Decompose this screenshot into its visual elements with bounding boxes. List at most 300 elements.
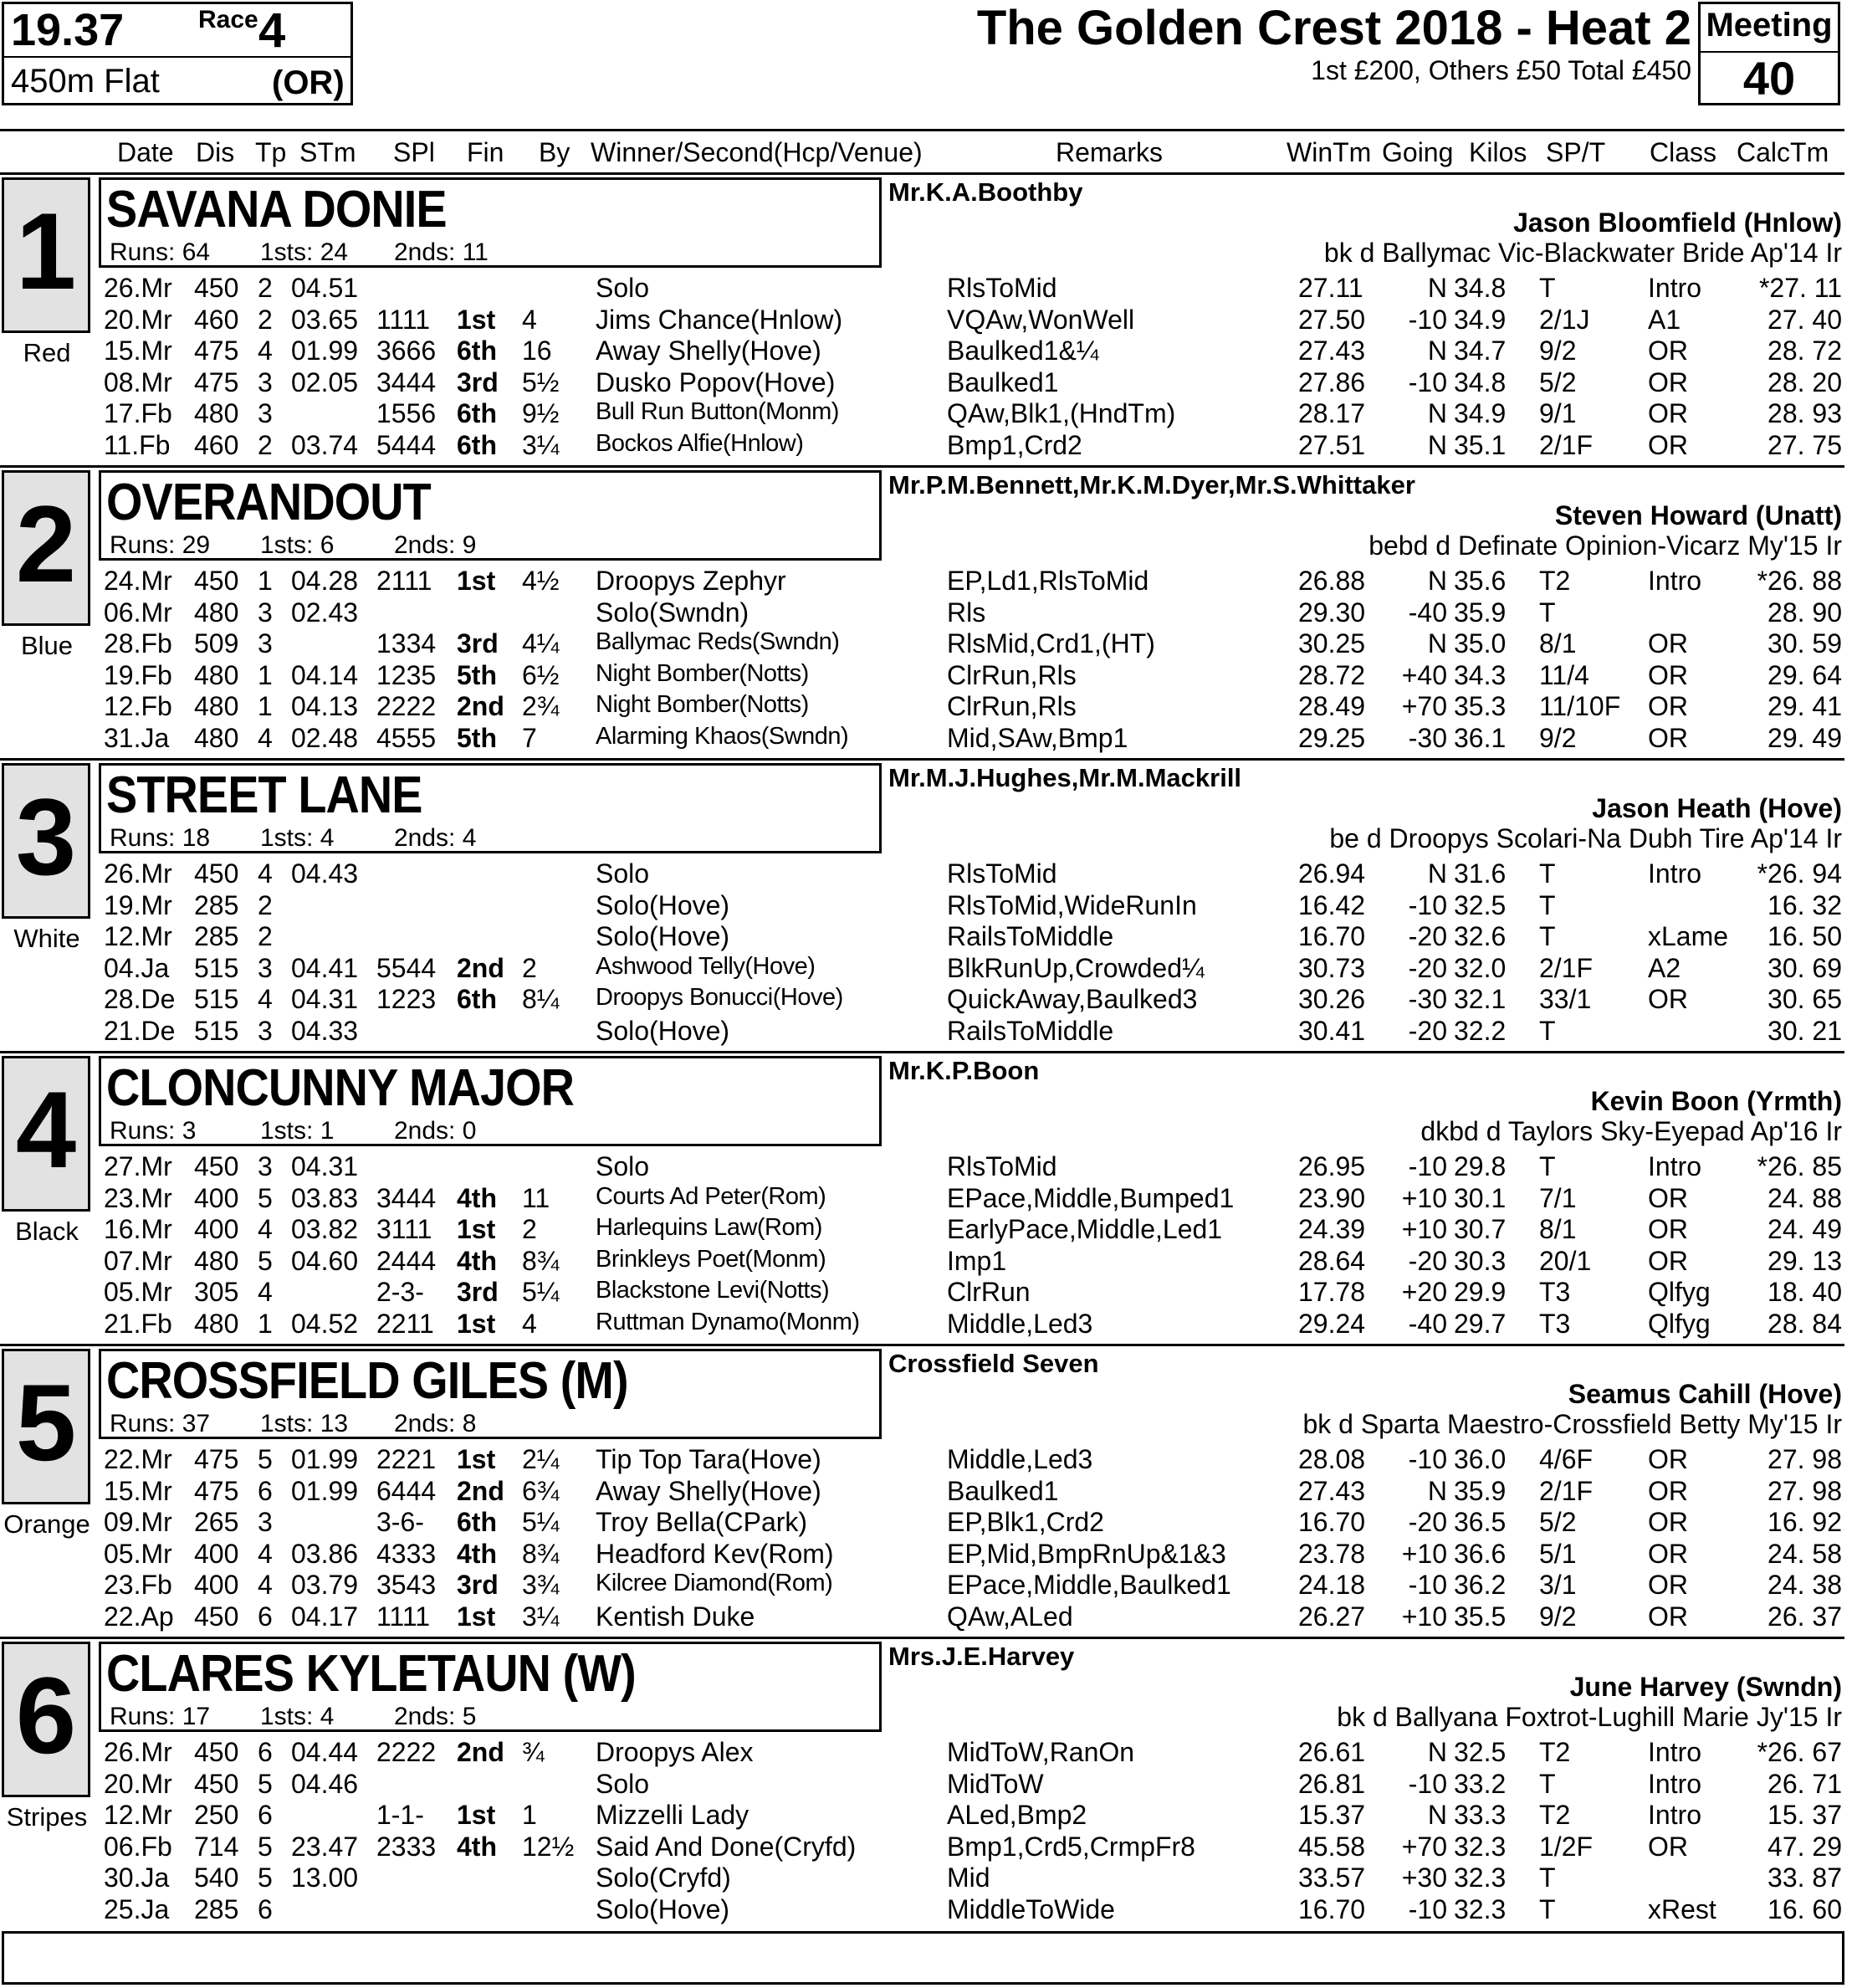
run-calc-time: 16. 60 (1767, 1893, 1842, 1924)
run-remarks: RlsToMid (947, 273, 1057, 303)
runner-block (0, 1638, 1844, 1931)
run-date: 28.Fb (104, 628, 172, 658)
runner-runs: Runs: 29 (110, 531, 211, 559)
form-row (0, 1277, 1844, 1308)
form-row (0, 1862, 1844, 1893)
run-winner-second: Kilcree Diamond(Rom) (596, 1570, 833, 1596)
run-winner-second: Tip Top Tara(Hove) (596, 1444, 821, 1474)
runner-trainer: Steven Howard (Unatt) (1554, 500, 1842, 530)
run-calc-time: *26. 88 (1757, 566, 1842, 596)
run-winning-time: 23.90 (1298, 1182, 1366, 1213)
run-distance: 480 (194, 722, 239, 753)
run-trap: 6 (258, 1737, 273, 1767)
run-weight: 36.6 (1454, 1538, 1507, 1569)
run-starting-price: T3 (1539, 1308, 1571, 1339)
col-stm: STm (299, 137, 356, 167)
run-winner-second: Bockos Alfie(Hnlow) (596, 429, 804, 457)
run-going: N (1427, 398, 1447, 428)
run-sectional-time: 04.41 (291, 952, 359, 983)
runner-name: SAVANA DONIE (106, 181, 447, 238)
run-split-positions: 2222 (376, 691, 437, 721)
run-trap: 5 (258, 1862, 273, 1893)
run-distance: 400 (194, 1538, 239, 1569)
run-going: N (1427, 858, 1447, 889)
run-distance-beaten: 4 (522, 304, 537, 335)
run-date: 06.Mr (104, 597, 172, 628)
runner-owner: Crossfield Seven (888, 1349, 1099, 1378)
run-winning-time: 23.78 (1298, 1538, 1366, 1569)
form-row (0, 1769, 1844, 1800)
run-calc-time: 30. 65 (1767, 984, 1842, 1014)
run-going: N (1427, 628, 1447, 658)
run-class: OR (1648, 1182, 1688, 1213)
run-split-positions: 1235 (376, 659, 437, 690)
run-weight: 34.9 (1454, 398, 1507, 428)
run-trap: 3 (258, 628, 273, 658)
run-distance: 475 (194, 1475, 239, 1506)
runner-name-box (99, 1642, 882, 1732)
run-distance: 400 (194, 1182, 239, 1213)
run-starting-price: 8/1 (1539, 1214, 1577, 1244)
col-kilos: Kilos (1469, 137, 1527, 167)
run-going: N (1427, 273, 1447, 303)
run-going: N (1427, 1475, 1447, 1506)
run-remarks: Baulked1 (947, 366, 1059, 397)
run-calc-time: 33. 87 (1767, 1862, 1842, 1893)
run-starting-price: 7/1 (1539, 1182, 1577, 1213)
trap-colour: Stripes (6, 1802, 88, 1832)
run-date: 27.Mr (104, 1151, 172, 1181)
run-calc-time: 24. 49 (1767, 1214, 1842, 1244)
run-distance-beaten: ¾ (522, 1737, 545, 1767)
run-trap: 2 (258, 304, 273, 335)
run-distance-beaten: 16 (522, 336, 552, 366)
run-distance-beaten: 3¾ (522, 1570, 560, 1600)
run-distance: 515 (194, 952, 239, 983)
col-tp: Tp (255, 137, 287, 167)
run-finish: 1st (457, 1800, 496, 1830)
run-going: +30 (1401, 1862, 1447, 1893)
run-trap: 3 (258, 597, 273, 628)
run-split-positions: 2221 (376, 1444, 437, 1474)
run-winning-time: 28.49 (1298, 691, 1366, 721)
run-distance: 480 (194, 1308, 239, 1339)
run-calc-time: 28. 93 (1767, 398, 1842, 428)
run-calc-time: 16. 50 (1767, 921, 1842, 951)
race-distance: 450m Flat (11, 63, 160, 100)
run-trap: 3 (258, 1015, 273, 1046)
run-date: 23.Mr (104, 1182, 172, 1213)
run-winning-time: 26.95 (1298, 1151, 1366, 1181)
run-distance: 450 (194, 273, 239, 303)
runner-owner: Mr.P.M.Bennett,Mr.K.M.Dyer,Mr.S.Whittaker (888, 470, 1415, 500)
run-going: +70 (1401, 1831, 1447, 1862)
form-row (0, 336, 1844, 366)
col-dis: Dis (196, 137, 235, 167)
trap-number: 2 (15, 483, 77, 605)
run-winning-time: 28.17 (1298, 398, 1366, 428)
run-starting-price: T (1539, 1015, 1556, 1046)
run-weight: 32.3 (1454, 1862, 1507, 1893)
run-finish: 4th (457, 1538, 497, 1569)
run-trap: 6 (258, 1475, 273, 1506)
run-starting-price: 5/2 (1539, 1507, 1577, 1537)
run-class: OR (1648, 366, 1688, 397)
run-starting-price: T3 (1539, 1277, 1571, 1307)
run-winner-second: Away Shelly(Hove) (596, 1475, 821, 1506)
run-split-positions: 3111 (376, 1214, 432, 1244)
run-winning-time: 26.61 (1298, 1737, 1366, 1767)
runner-seconds: 2nds: 8 (394, 1410, 477, 1437)
run-calc-time: *26. 94 (1757, 858, 1842, 889)
run-sectional-time: 04.46 (291, 1768, 359, 1799)
run-date: 19.Fb (104, 659, 172, 690)
runner-name-box (99, 1056, 882, 1146)
run-remarks: QAw,Blk1,(HndTm) (947, 398, 1176, 428)
run-distance: 400 (194, 1214, 239, 1244)
run-distance: 305 (194, 1277, 239, 1307)
run-trap: 5 (258, 1768, 273, 1799)
form-row (0, 1183, 1844, 1214)
run-sectional-time: 04.51 (291, 273, 359, 303)
run-winner-second: Alarming Khaos(Swndn) (596, 722, 849, 750)
meeting-number: 40 (1742, 52, 1796, 105)
run-split-positions: 3666 (376, 336, 437, 366)
run-remarks: RlsMid,Crd1,(HT) (947, 628, 1155, 658)
run-sectional-time: 01.99 (291, 1444, 359, 1474)
run-split-positions: 1556 (376, 398, 437, 428)
runner-breeding: bk d Ballymac Vic-Blackwater Bride Ap'14 Ir (1323, 238, 1842, 268)
run-trap: 2 (258, 921, 273, 951)
run-distance: 285 (194, 921, 239, 951)
runner-stats (110, 1703, 476, 1731)
run-finish: 3rd (457, 1570, 499, 1600)
run-remarks: RlsToMid (947, 858, 1057, 889)
run-calc-time: 24. 88 (1767, 1182, 1842, 1213)
run-going: -20 (1408, 1507, 1447, 1537)
runner-owner: Mrs.J.E.Harvey (888, 1642, 1075, 1671)
run-finish: 6th (457, 1507, 497, 1537)
run-distance: 509 (194, 628, 239, 658)
run-weight: 34.8 (1454, 273, 1507, 303)
run-winner-second: Away Shelly(Hove) (596, 336, 821, 366)
run-weight: 34.9 (1454, 304, 1507, 335)
run-split-positions: 2444 (376, 1245, 437, 1276)
run-distance-beaten: 6½ (522, 659, 560, 690)
run-calc-time: *27. 11 (1758, 273, 1842, 303)
runner-stats (110, 238, 489, 267)
race-prize: 1st £200, Others £50 Total £450 (1311, 55, 1691, 85)
run-date: 25.Ja (104, 1893, 170, 1924)
run-going: -10 (1408, 1151, 1447, 1181)
footer-box (2, 1931, 1844, 1985)
run-winning-time: 30.41 (1298, 1015, 1366, 1046)
run-weight: 32.5 (1454, 889, 1507, 920)
run-date: 05.Mr (104, 1277, 172, 1307)
run-weight: 35.1 (1454, 429, 1507, 460)
run-winning-time: 16.70 (1298, 1507, 1366, 1537)
run-finish: 3rd (457, 366, 499, 397)
run-calc-time: 30. 21 (1767, 1015, 1842, 1046)
run-starting-price: T (1539, 1862, 1556, 1893)
run-calc-time: 28. 84 (1767, 1308, 1842, 1339)
run-class: OR (1648, 1475, 1688, 1506)
run-going: -20 (1408, 952, 1447, 983)
run-going: -20 (1408, 921, 1447, 951)
run-date: 24.Mr (104, 566, 172, 596)
runner-name: CROSSFIELD GILES (M) (106, 1352, 628, 1410)
run-trap: 5 (258, 1831, 273, 1862)
run-sectional-time: 04.31 (291, 984, 359, 1014)
run-date: 04.Ja (104, 952, 170, 983)
run-trap: 4 (258, 984, 273, 1014)
run-date: 05.Mr (104, 1538, 172, 1569)
run-calc-time: 16. 32 (1767, 889, 1842, 920)
runner-name-box (99, 177, 882, 268)
form-row (0, 1570, 1844, 1601)
run-winner-second: Headford Kev(Rom) (596, 1538, 834, 1569)
form-row (0, 628, 1844, 659)
run-winner-second: Solo (596, 1768, 650, 1799)
run-trap: 6 (258, 1601, 273, 1632)
run-weight: 32.3 (1454, 1831, 1507, 1862)
race-time: 19.37 (11, 5, 125, 55)
run-remarks: Bmp1,Crd5,CrmpFr8 (947, 1831, 1195, 1862)
run-class: OR (1648, 1507, 1688, 1537)
run-weight: 34.3 (1454, 659, 1507, 690)
run-sectional-time: 03.83 (291, 1182, 359, 1213)
run-going: -10 (1408, 366, 1447, 397)
run-finish: 2nd (457, 1737, 504, 1767)
run-class: Intro (1648, 1768, 1702, 1799)
run-winner-second: Droopys Bonucci(Hove) (596, 984, 843, 1011)
run-winning-time: 26.88 (1298, 566, 1366, 596)
run-distance: 480 (194, 1245, 239, 1276)
run-split-positions: 6444 (376, 1475, 437, 1506)
run-starting-price: 33/1 (1539, 984, 1592, 1014)
run-going: -30 (1408, 984, 1447, 1014)
run-winning-time: 30.73 (1298, 952, 1366, 983)
run-weight: 32.3 (1454, 1893, 1507, 1924)
trap-colour: Red (23, 338, 71, 367)
run-sectional-time: 04.13 (291, 691, 359, 721)
run-going: -10 (1408, 1444, 1447, 1474)
form-row (0, 1309, 1844, 1340)
runner-trainer: Seamus Cahill (Hove) (1568, 1379, 1842, 1409)
run-going: -10 (1408, 304, 1447, 335)
run-remarks: MidToW (947, 1768, 1044, 1799)
run-winning-time: 26.81 (1298, 1768, 1366, 1799)
run-calc-time: 27. 98 (1767, 1444, 1842, 1474)
form-row (0, 1539, 1844, 1570)
form-row (0, 430, 1844, 461)
form-row (0, 953, 1844, 984)
trap-colour: Blue (20, 631, 74, 660)
run-winning-time: 45.58 (1298, 1831, 1366, 1862)
run-weight: 34.8 (1454, 366, 1507, 397)
run-weight: 33.3 (1454, 1800, 1507, 1830)
run-winning-time: 28.72 (1298, 659, 1366, 690)
run-split-positions: 1111 (376, 304, 431, 335)
run-class: OR (1648, 1601, 1688, 1632)
run-sectional-time: 02.05 (291, 366, 359, 397)
runner-runs: Runs: 18 (110, 824, 211, 852)
run-distance-beaten: 4 (522, 1308, 537, 1339)
run-trap: 2 (258, 429, 273, 460)
run-trap: 5 (258, 1245, 273, 1276)
run-trap: 4 (258, 1570, 273, 1600)
run-trap: 6 (258, 1800, 273, 1830)
run-date: 19.Mr (104, 889, 172, 920)
run-winner-second: Droopys Zephyr (596, 566, 786, 596)
run-class: OR (1648, 1245, 1688, 1276)
run-finish: 4th (457, 1182, 497, 1213)
run-distance: 450 (194, 1601, 239, 1632)
run-date: 12.Mr (104, 1800, 172, 1830)
run-weight: 35.3 (1454, 691, 1507, 721)
run-sectional-time: 03.74 (291, 429, 359, 460)
run-weight: 35.9 (1454, 597, 1507, 628)
run-winner-second: Night Bomber(Notts) (596, 659, 809, 687)
run-date: 12.Fb (104, 691, 172, 721)
run-remarks: ClrRun (947, 1277, 1031, 1307)
run-winning-time: 17.78 (1298, 1277, 1366, 1307)
run-distance: 460 (194, 429, 239, 460)
run-starting-price: T (1539, 1768, 1556, 1799)
runner-block (0, 1345, 1844, 1638)
run-distance-beaten: 5¼ (522, 1277, 560, 1307)
run-class: Intro (1648, 1151, 1702, 1181)
run-split-positions: 5544 (376, 952, 437, 983)
run-finish: 3rd (457, 628, 499, 658)
runner-seconds: 2nds: 9 (394, 531, 477, 559)
runner-owner: Mr.K.A.Boothby (888, 177, 1083, 207)
run-date: 31.Ja (104, 722, 170, 753)
run-class: OR (1648, 984, 1688, 1014)
runner-seconds: 2nds: 11 (394, 238, 489, 266)
trap-number: 4 (15, 1068, 77, 1191)
runner-seconds: 2nds: 4 (394, 824, 477, 852)
run-weight: 35.0 (1454, 628, 1507, 658)
run-class: OR (1648, 1570, 1688, 1600)
run-class: A2 (1648, 952, 1681, 983)
run-weight: 30.1 (1454, 1182, 1507, 1213)
run-going: N (1427, 566, 1447, 596)
run-remarks: Mid (947, 1862, 990, 1893)
runner-trainer: June Harvey (Swndn) (1569, 1672, 1842, 1702)
run-weight: 30.7 (1454, 1214, 1507, 1244)
run-weight: 36.2 (1454, 1570, 1507, 1600)
run-sectional-time: 02.43 (291, 597, 359, 628)
run-remarks: BlkRunUp,Crowded¼ (947, 952, 1205, 983)
run-sectional-time: 01.99 (291, 336, 359, 366)
run-remarks: Rls (947, 597, 986, 628)
run-winner-second: Ruttman Dynamo(Monm) (596, 1308, 860, 1335)
run-date: 15.Mr (104, 336, 172, 366)
run-distance-beaten: 1 (522, 1800, 537, 1830)
run-date: 20.Mr (104, 304, 172, 335)
run-finish: 2nd (457, 952, 504, 983)
run-finish: 3rd (457, 1277, 499, 1307)
run-trap: 1 (258, 659, 273, 690)
run-distance-beaten: 8¾ (522, 1245, 560, 1276)
run-trap: 3 (258, 398, 273, 428)
run-going: +40 (1401, 659, 1447, 690)
runner-trainer: Jason Heath (Hove) (1592, 793, 1842, 823)
run-distance: 400 (194, 1570, 239, 1600)
run-starting-price: 2/1F (1539, 952, 1594, 983)
form-row (0, 597, 1844, 628)
run-winning-time: 16.42 (1298, 889, 1366, 920)
run-remarks: Middle,Led3 (947, 1444, 1093, 1474)
run-remarks: Imp1 (947, 1245, 1007, 1276)
run-weight: 35.5 (1454, 1601, 1507, 1632)
runner-block (0, 1053, 1844, 1345)
run-winner-second: Night Bomber(Notts) (596, 691, 809, 718)
run-winner-second: Solo (596, 273, 650, 303)
run-weight: 35.6 (1454, 566, 1507, 596)
run-weight: 34.7 (1454, 336, 1507, 366)
run-winner-second: Jims Chance(Hnlow) (596, 304, 843, 335)
form-row (0, 723, 1844, 754)
run-date: 06.Fb (104, 1831, 172, 1862)
run-sectional-time: 02.48 (291, 722, 359, 753)
run-remarks: Mid,SAw,Bmp1 (947, 722, 1128, 753)
run-trap: 3 (258, 1507, 273, 1537)
run-date: 28.De (104, 984, 176, 1014)
runner-trainer: Kevin Boon (Yrmth) (1590, 1086, 1842, 1116)
run-finish: 1st (457, 1444, 496, 1474)
runner-owner: Mr.M.J.Hughes,Mr.M.Mackrill (888, 763, 1242, 792)
run-going: -20 (1408, 1245, 1447, 1276)
run-going: N (1427, 1737, 1447, 1767)
runner-breeding: bebd d Definate Opinion-Vicarz My'15 Ir (1368, 530, 1842, 561)
run-starting-price: 5/1 (1539, 1538, 1577, 1569)
run-remarks: EP,Mid,BmpRnUp&1&3 (947, 1538, 1226, 1569)
run-weight: 32.5 (1454, 1737, 1507, 1767)
runner-runs: Runs: 37 (110, 1410, 211, 1437)
runner-block (0, 760, 1844, 1053)
run-starting-price: T (1539, 273, 1556, 303)
run-calc-time: 30. 59 (1767, 628, 1842, 658)
trap-colour: White (13, 924, 80, 953)
run-finish: 2nd (457, 1475, 504, 1506)
run-class: OR (1648, 1214, 1688, 1244)
run-remarks: ClrRun,Rls (947, 691, 1077, 721)
run-finish: 5th (457, 659, 497, 690)
run-trap: 4 (258, 1214, 273, 1244)
run-distance-beaten: 2 (522, 1214, 537, 1244)
run-remarks: RlsToMid,WideRunIn (947, 889, 1197, 920)
run-split-positions: 4333 (376, 1538, 437, 1569)
run-remarks: MidToW,RanOn (947, 1737, 1135, 1767)
run-split-positions: 3444 (376, 366, 437, 397)
col-remarks: Remarks (1056, 137, 1164, 167)
race-grade: (OR) (272, 64, 345, 101)
form-row (0, 1601, 1844, 1632)
run-winner-second: Brinkleys Poet(Monm) (596, 1245, 826, 1273)
runner-name-box (99, 470, 882, 561)
col-class: Class (1650, 137, 1717, 167)
run-starting-price: T (1539, 597, 1556, 628)
runner-firsts: 1sts: 4 (260, 824, 335, 852)
runner-firsts: 1sts: 13 (260, 1410, 349, 1437)
run-going: -10 (1408, 1768, 1447, 1799)
run-class: A1 (1648, 304, 1681, 335)
run-date: 23.Fb (104, 1570, 172, 1600)
run-distance: 450 (194, 1737, 239, 1767)
run-starting-price: 2/1F (1539, 1475, 1594, 1506)
